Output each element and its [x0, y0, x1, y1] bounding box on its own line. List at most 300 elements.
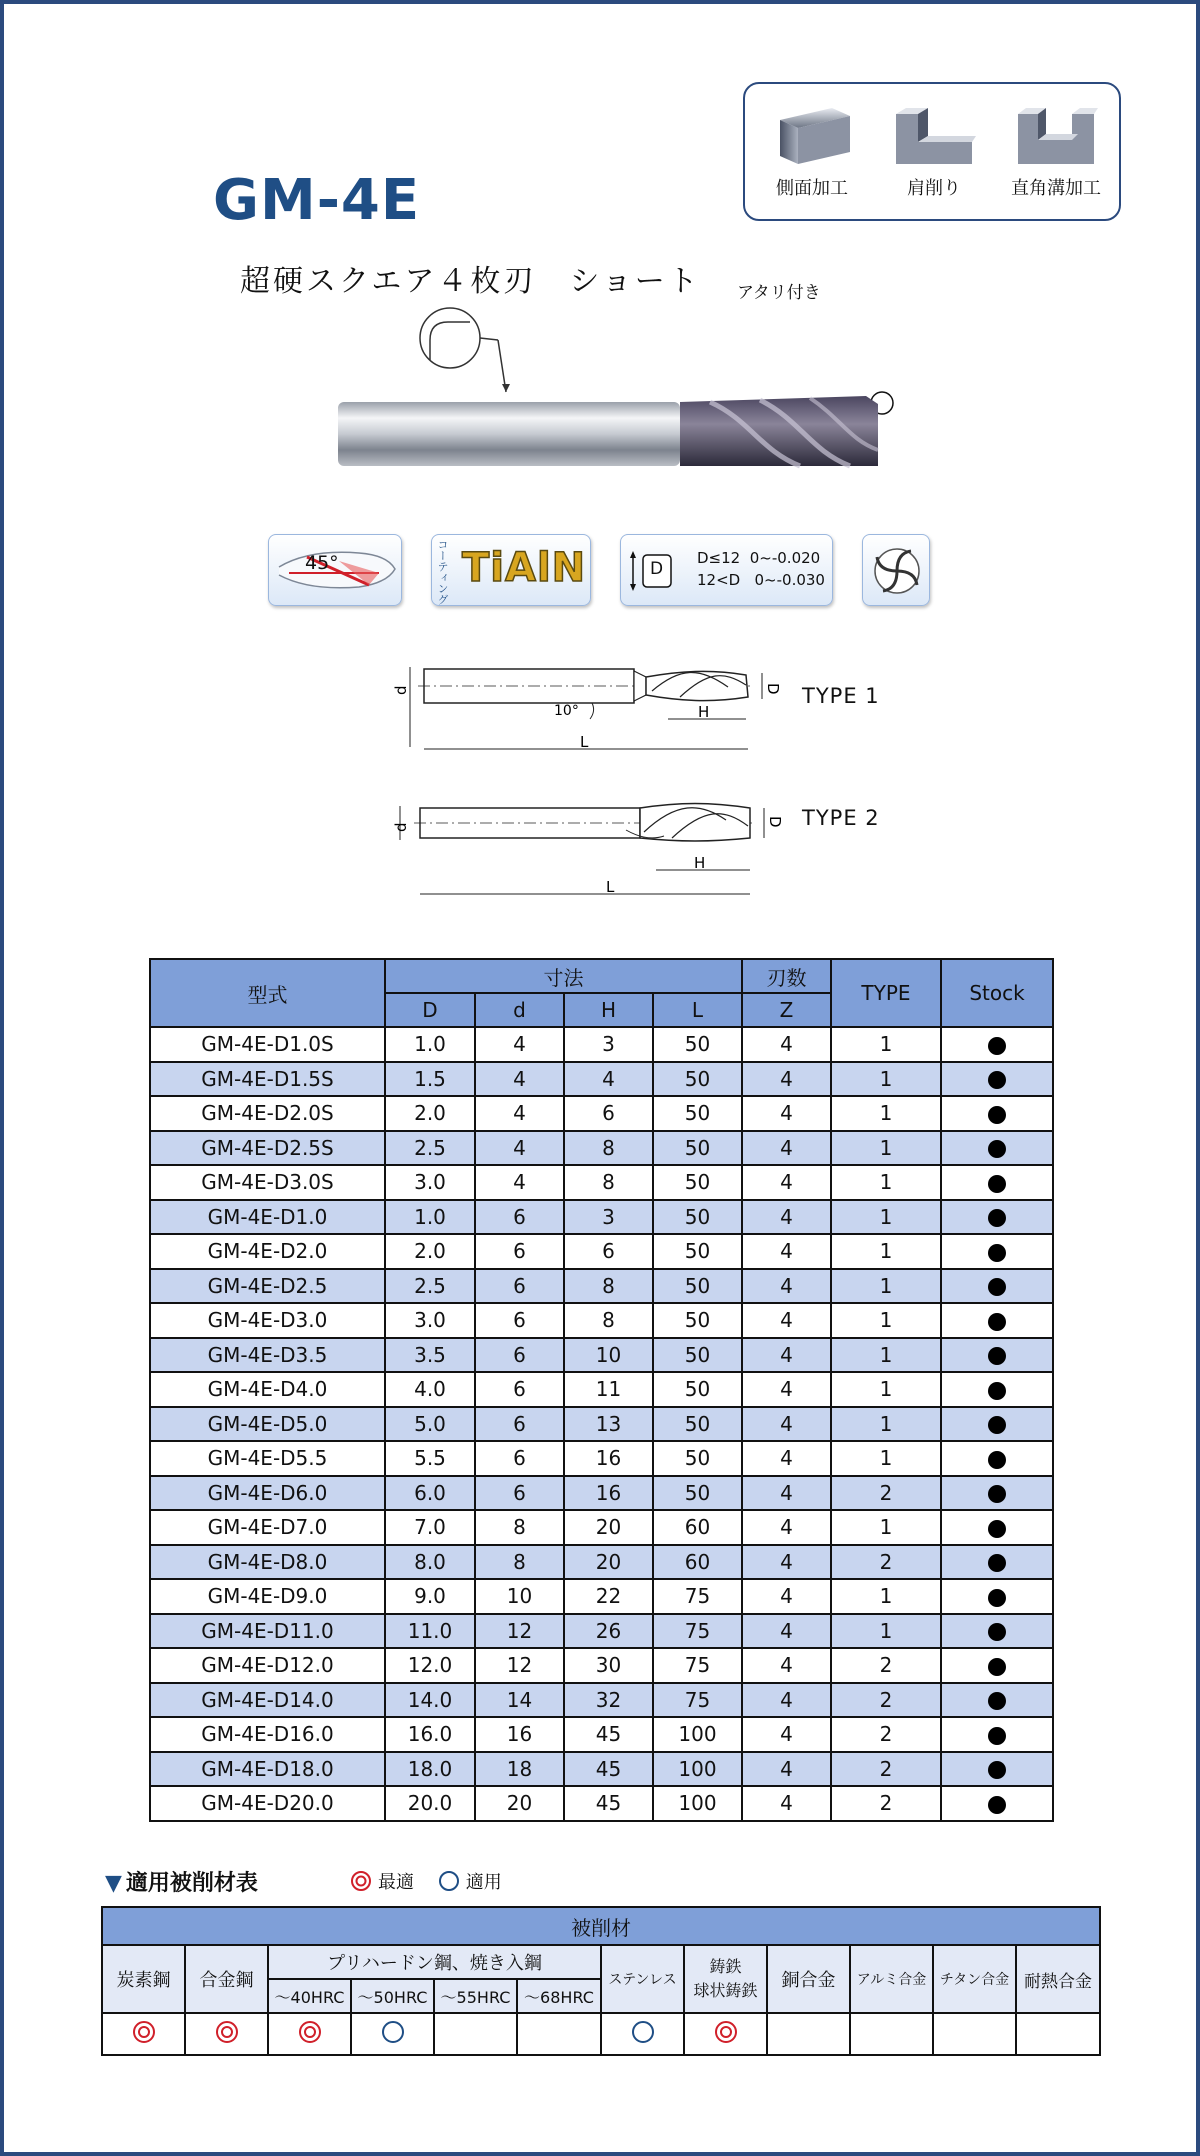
- cell-h: 16: [564, 1476, 653, 1511]
- stock-dot-icon: [988, 1589, 1006, 1607]
- cell-h: 10: [564, 1338, 653, 1373]
- cell-d: 18.0: [385, 1752, 475, 1787]
- material-rating-cell: [1016, 2013, 1100, 2055]
- shank: [338, 402, 680, 466]
- cell-d: 4: [475, 1131, 564, 1166]
- cell-z: 4: [742, 1545, 831, 1580]
- cell-stock: [941, 1303, 1053, 1338]
- cell-stock: [941, 1338, 1053, 1373]
- cell-model: GM-4E-D2.0: [150, 1234, 385, 1269]
- cell-z: 4: [742, 1476, 831, 1511]
- cell-h: 8: [564, 1165, 653, 1200]
- cell-d: 20: [475, 1786, 564, 1821]
- cell-l: 50: [653, 1165, 742, 1200]
- slotting-icon: [1014, 106, 1098, 168]
- cell-l: 50: [653, 1131, 742, 1166]
- table-row: [150, 1269, 1053, 1304]
- cell-stock: [941, 1062, 1053, 1097]
- cell-d: 8: [475, 1510, 564, 1545]
- cell-model: GM-4E-D20.0: [150, 1786, 385, 1821]
- cell-d: 7.0: [385, 1510, 475, 1545]
- materials-heading-text: 適用被削材表: [125, 1871, 258, 1896]
- stock-dot-icon: [988, 1727, 1006, 1745]
- cell-l: 50: [653, 1027, 742, 1062]
- cell-model: GM-4E-D2.5: [150, 1269, 385, 1304]
- cell-d: 2.5: [385, 1269, 475, 1304]
- type2-drawing: [390, 780, 790, 900]
- cell-z: 4: [742, 1269, 831, 1304]
- cell-l: 50: [653, 1372, 742, 1407]
- material-hrc40: ～40HRC: [268, 1979, 351, 2013]
- double-circle-icon: [132, 2020, 156, 2044]
- cell-d: 4: [475, 1027, 564, 1062]
- cell-d: 6: [475, 1338, 564, 1373]
- cell-stock: [941, 1407, 1053, 1442]
- cell-d: 2.0: [385, 1234, 475, 1269]
- cell-z: 4: [742, 1234, 831, 1269]
- cell-l: 50: [653, 1200, 742, 1235]
- table-row: [150, 1717, 1053, 1752]
- cell-d: 2.0: [385, 1096, 475, 1131]
- header-type: TYPE: [831, 959, 941, 1027]
- coating-name: TiAlN: [462, 545, 587, 591]
- rating-legend: [350, 1868, 520, 1897]
- cell-h: 16: [564, 1441, 653, 1476]
- cell-model: GM-4E-D3.0: [150, 1303, 385, 1338]
- material-hrc50: ～50HRC: [351, 1979, 434, 2013]
- cell-d: 12: [475, 1614, 564, 1649]
- cell-h: 20: [564, 1510, 653, 1545]
- cell-d: 6: [475, 1234, 564, 1269]
- cell-h: 3: [564, 1200, 653, 1235]
- cell-z: 4: [742, 1165, 831, 1200]
- materials-table-title: 被削材: [102, 1907, 1100, 1945]
- material-hrc68: ～68HRC: [517, 1979, 601, 2013]
- cell-type: 1: [831, 1027, 941, 1062]
- cell-d: 10: [475, 1579, 564, 1614]
- material-copper-alloy: 銅合金: [767, 1945, 850, 2013]
- cell-h: 3: [564, 1027, 653, 1062]
- stock-dot-icon: [988, 1106, 1006, 1124]
- cell-h: 45: [564, 1752, 653, 1787]
- table-row: [150, 1372, 1053, 1407]
- stock-dot-icon: [988, 1037, 1006, 1055]
- L-label: L: [606, 878, 615, 896]
- cell-z: 4: [742, 1338, 831, 1373]
- cell-d: 3.0: [385, 1165, 475, 1200]
- cell-d: 4: [475, 1165, 564, 1200]
- cell-l: 75: [653, 1614, 742, 1649]
- application-slotting: [1001, 106, 1111, 200]
- stock-dot-icon: [988, 1416, 1006, 1434]
- material-rating-cell: [517, 2013, 601, 2055]
- cell-h: 22: [564, 1579, 653, 1614]
- cell-h: 8: [564, 1303, 653, 1338]
- cell-type: 1: [831, 1096, 941, 1131]
- angle-label: 10°: [554, 703, 579, 719]
- cell-l: 75: [653, 1683, 742, 1718]
- cell-d: 5.5: [385, 1441, 475, 1476]
- cell-model: GM-4E-D3.5: [150, 1338, 385, 1373]
- header-H: H: [564, 993, 653, 1027]
- cell-type: 2: [831, 1683, 941, 1718]
- cell-d: 1.5: [385, 1062, 475, 1097]
- cell-stock: [941, 1131, 1053, 1166]
- cell-type: 1: [831, 1579, 941, 1614]
- table-row: [150, 1338, 1053, 1373]
- stock-dot-icon: [988, 1761, 1006, 1779]
- cell-l: 100: [653, 1786, 742, 1821]
- stock-dot-icon: [988, 1175, 1006, 1193]
- material-rating-cell: [102, 2013, 185, 2055]
- material-cast-iron: [684, 1945, 767, 2013]
- cell-h: 11: [564, 1372, 653, 1407]
- cell-type: 1: [831, 1614, 941, 1649]
- cell-l: 50: [653, 1234, 742, 1269]
- cell-model: GM-4E-D4.0: [150, 1372, 385, 1407]
- cell-stock: [941, 1510, 1053, 1545]
- d-label: d: [392, 685, 410, 695]
- table-row: [150, 1752, 1053, 1787]
- helix-angle-value: 45°: [305, 552, 339, 574]
- cell-model: GM-4E-D2.5S: [150, 1131, 385, 1166]
- cell-model: GM-4E-D1.0: [150, 1200, 385, 1235]
- cell-model: GM-4E-D1.0S: [150, 1027, 385, 1062]
- cell-h: 32: [564, 1683, 653, 1718]
- stock-dot-icon: [988, 1796, 1006, 1814]
- cell-d: 4: [475, 1062, 564, 1097]
- coating-badge: [431, 534, 591, 606]
- cell-l: 75: [653, 1579, 742, 1614]
- application-icons-panel: [743, 82, 1121, 221]
- side-milling-icon: [770, 106, 854, 168]
- header-D: D: [385, 993, 475, 1027]
- cell-stock: [941, 1027, 1053, 1062]
- cell-type: 1: [831, 1441, 941, 1476]
- corner-detail-circle: [420, 308, 480, 368]
- cell-model: GM-4E-D1.5S: [150, 1062, 385, 1097]
- cell-stock: [941, 1579, 1053, 1614]
- cell-stock: [941, 1717, 1053, 1752]
- cell-l: 50: [653, 1096, 742, 1131]
- cell-stock: [941, 1372, 1053, 1407]
- cell-d: 12.0: [385, 1648, 475, 1683]
- cell-z: 4: [742, 1441, 831, 1476]
- cell-l: 100: [653, 1717, 742, 1752]
- cell-d: 18: [475, 1752, 564, 1787]
- table-row: [150, 1200, 1053, 1235]
- application-label: 肩削り: [907, 178, 961, 199]
- cell-model: GM-4E-D16.0: [150, 1717, 385, 1752]
- table-row: [150, 1510, 1053, 1545]
- material-rating-cell: [684, 2013, 767, 2055]
- spec-table-body: [150, 1027, 1053, 1821]
- cell-model: GM-4E-D11.0: [150, 1614, 385, 1649]
- stock-dot-icon: [988, 1451, 1006, 1469]
- tolerance-line-1: D≤12 0~-0.020: [697, 549, 821, 567]
- cell-stock: [941, 1545, 1053, 1580]
- cell-d: 16.0: [385, 1717, 475, 1752]
- cell-model: GM-4E-D18.0: [150, 1752, 385, 1787]
- cell-d: 8: [475, 1545, 564, 1580]
- cell-z: 4: [742, 1372, 831, 1407]
- cell-type: 2: [831, 1545, 941, 1580]
- corner-radius-label: アタリ付き: [737, 283, 821, 303]
- cell-model: GM-4E-D6.0: [150, 1476, 385, 1511]
- material-titanium-alloy: チタン合金: [933, 1945, 1016, 2013]
- cell-h: 8: [564, 1131, 653, 1166]
- cell-type: 2: [831, 1476, 941, 1511]
- cell-l: 50: [653, 1338, 742, 1373]
- legend-ok-label: 適用: [465, 1872, 502, 1893]
- table-row: [150, 1165, 1053, 1200]
- stock-dot-icon: [988, 1244, 1006, 1262]
- cell-stock: [941, 1096, 1053, 1131]
- cell-model: GM-4E-D9.0: [150, 1579, 385, 1614]
- cell-l: 50: [653, 1269, 742, 1304]
- double-circle-icon: [350, 1870, 372, 1892]
- stock-dot-icon: [988, 1692, 1006, 1710]
- cell-h: 8: [564, 1269, 653, 1304]
- cell-model: GM-4E-D2.0S: [150, 1096, 385, 1131]
- cell-d: 6: [475, 1441, 564, 1476]
- stock-dot-icon: [988, 1313, 1006, 1331]
- L-label: L: [580, 733, 589, 751]
- D-label: D: [766, 816, 784, 828]
- cell-z: 4: [742, 1683, 831, 1718]
- material-carbon-steel: 炭素鋼: [102, 1945, 185, 2013]
- cell-type: 1: [831, 1303, 941, 1338]
- legend-best-label: 最適: [378, 1872, 414, 1893]
- type1-drawing: [390, 657, 790, 777]
- double-circle-icon: [215, 2020, 239, 2044]
- cell-z: 4: [742, 1717, 831, 1752]
- cell-d: 9.0: [385, 1579, 475, 1614]
- table-row: [150, 1648, 1053, 1683]
- materials-heading: [105, 1866, 258, 1897]
- cell-z: 4: [742, 1752, 831, 1787]
- table-row: [150, 1683, 1053, 1718]
- cell-d: 1.0: [385, 1200, 475, 1235]
- stock-dot-icon: [988, 1520, 1006, 1538]
- circle-icon: [438, 1870, 460, 1892]
- cell-stock: [941, 1200, 1053, 1235]
- cell-stock: [941, 1648, 1053, 1683]
- table-row: [150, 1062, 1053, 1097]
- cell-stock: [941, 1441, 1053, 1476]
- cell-h: 26: [564, 1614, 653, 1649]
- table-row: [150, 1027, 1053, 1062]
- cell-type: 2: [831, 1752, 941, 1787]
- cell-l: 100: [653, 1752, 742, 1787]
- cell-h: 45: [564, 1717, 653, 1752]
- cell-d: 11.0: [385, 1614, 475, 1649]
- header-Z: Z: [742, 993, 831, 1027]
- cell-d: 8.0: [385, 1545, 475, 1580]
- tolerance-badge: [620, 534, 833, 606]
- header-flutes: 刃数: [742, 959, 831, 993]
- cell-type: 1: [831, 1062, 941, 1097]
- cell-d: 6.0: [385, 1476, 475, 1511]
- type1-label: TYPE 1: [802, 684, 880, 708]
- material-rating-cell: [601, 2013, 684, 2055]
- application-label: 側面加工: [776, 178, 848, 199]
- stock-dot-icon: [988, 1658, 1006, 1676]
- cell-d: 20.0: [385, 1786, 475, 1821]
- D-label: D: [764, 683, 782, 695]
- cell-z: 4: [742, 1579, 831, 1614]
- cell-z: 4: [742, 1200, 831, 1235]
- flute-count-badge: [862, 534, 930, 606]
- cell-model: GM-4E-D14.0: [150, 1683, 385, 1718]
- table-row: [150, 1131, 1053, 1166]
- cell-z: 4: [742, 1786, 831, 1821]
- table-row: [150, 1545, 1053, 1580]
- material-rating-cell: [185, 2013, 268, 2055]
- stock-dot-icon: [988, 1485, 1006, 1503]
- legend-ok: [438, 1868, 502, 1894]
- cell-d: 14: [475, 1683, 564, 1718]
- table-row: [150, 1303, 1053, 1338]
- cell-l: 60: [653, 1510, 742, 1545]
- cell-type: 1: [831, 1269, 941, 1304]
- cell-h: 30: [564, 1648, 653, 1683]
- application-side-milling: [757, 106, 867, 200]
- cell-h: 6: [564, 1234, 653, 1269]
- header-dimensions: 寸法: [385, 959, 742, 993]
- cell-stock: [941, 1752, 1053, 1787]
- cell-model: GM-4E-D3.0S: [150, 1165, 385, 1200]
- cell-z: 4: [742, 1096, 831, 1131]
- tolerance-symbol: D: [650, 559, 664, 579]
- application-label: 直角溝加工: [1011, 178, 1101, 199]
- cell-stock: [941, 1476, 1053, 1511]
- cell-h: 20: [564, 1545, 653, 1580]
- stock-dot-icon: [988, 1347, 1006, 1365]
- material-cast-iron-label: 鋳鉄: [709, 1957, 742, 1976]
- stock-dot-icon: [988, 1209, 1006, 1227]
- header-stock: Stock: [941, 959, 1053, 1027]
- cell-h: 13: [564, 1407, 653, 1442]
- cell-stock: [941, 1234, 1053, 1269]
- cell-z: 4: [742, 1131, 831, 1166]
- cell-l: 50: [653, 1441, 742, 1476]
- stock-dot-icon: [988, 1140, 1006, 1158]
- header-d: d: [475, 993, 564, 1027]
- header-L: L: [653, 993, 742, 1027]
- materials-table: [101, 1906, 1101, 2056]
- cell-d: 5.0: [385, 1407, 475, 1442]
- cell-d: 6: [475, 1407, 564, 1442]
- cell-stock: [941, 1786, 1053, 1821]
- material-rating-cell: [850, 2013, 933, 2055]
- cell-d: 6: [475, 1303, 564, 1338]
- table-row: [150, 1096, 1053, 1131]
- cell-type: 1: [831, 1407, 941, 1442]
- cell-type: 2: [831, 1786, 941, 1821]
- material-ductile-iron-label: 球状鋳鉄: [693, 1981, 758, 2000]
- cell-type: 1: [831, 1131, 941, 1166]
- cell-l: 50: [653, 1303, 742, 1338]
- application-shoulder-milling: [879, 106, 989, 200]
- cell-z: 4: [742, 1027, 831, 1062]
- material-hrc55: ～55HRC: [434, 1979, 517, 2013]
- helix-angle-badge: [268, 534, 402, 606]
- double-circle-icon: [298, 2020, 322, 2044]
- cell-type: 2: [831, 1717, 941, 1752]
- cell-type: 1: [831, 1372, 941, 1407]
- cell-d: 14.0: [385, 1683, 475, 1718]
- material-alloy-steel: 合金鋼: [185, 1945, 268, 2013]
- table-row: [150, 1476, 1053, 1511]
- table-row: [150, 1234, 1053, 1269]
- cell-d: 6: [475, 1476, 564, 1511]
- cell-l: 75: [653, 1648, 742, 1683]
- material-stainless: ステンレス: [601, 1945, 684, 2013]
- cell-type: 2: [831, 1648, 941, 1683]
- cell-d: 3.0: [385, 1303, 475, 1338]
- cell-d: 16: [475, 1717, 564, 1752]
- table-row: [150, 1579, 1053, 1614]
- cell-z: 4: [742, 1407, 831, 1442]
- cell-model: GM-4E-D7.0: [150, 1510, 385, 1545]
- material-aluminum-alloy: アルミ合金: [850, 1945, 933, 2013]
- triangle-marker-icon: ▼: [105, 1871, 122, 1896]
- spec-table: [149, 958, 1054, 1822]
- H-label: H: [698, 703, 710, 721]
- circle-icon: [381, 2020, 405, 2044]
- circle-icon: [631, 2020, 655, 2044]
- cell-h: 45: [564, 1786, 653, 1821]
- cell-type: 1: [831, 1338, 941, 1373]
- cell-d: 6: [475, 1269, 564, 1304]
- material-heat-resistant-alloy: 耐熱合金: [1016, 1945, 1100, 2013]
- material-rating-cell: [434, 2013, 517, 2055]
- double-circle-icon: [714, 2020, 738, 2044]
- legend-best: [350, 1868, 414, 1894]
- stock-dot-icon: [988, 1554, 1006, 1572]
- material-rating-cell: [767, 2013, 850, 2055]
- material-rating-cell: [933, 2013, 1016, 2055]
- cell-d: 6: [475, 1372, 564, 1407]
- cell-z: 4: [742, 1303, 831, 1338]
- end-mill-illustration: [330, 300, 920, 480]
- cell-z: 4: [742, 1062, 831, 1097]
- stock-dot-icon: [988, 1382, 1006, 1400]
- cell-h: 4: [564, 1062, 653, 1097]
- materials-rating-row: [102, 2013, 1100, 2055]
- material-prehardened-header: プリハードン鋼、焼き入鋼: [268, 1945, 601, 1979]
- header-model: 型式: [150, 959, 385, 1027]
- cell-stock: [941, 1683, 1053, 1718]
- stock-dot-icon: [988, 1623, 1006, 1641]
- d-label: d: [392, 822, 410, 832]
- cell-model: GM-4E-D12.0: [150, 1648, 385, 1683]
- cell-type: 1: [831, 1234, 941, 1269]
- cell-z: 4: [742, 1648, 831, 1683]
- shoulder-milling-icon: [892, 106, 976, 168]
- cell-d: 2.5: [385, 1131, 475, 1166]
- type2-label: TYPE 2: [802, 806, 880, 830]
- stock-dot-icon: [988, 1071, 1006, 1089]
- cell-stock: [941, 1269, 1053, 1304]
- cell-type: 1: [831, 1200, 941, 1235]
- cell-d: 4.0: [385, 1372, 475, 1407]
- cell-type: 1: [831, 1165, 941, 1200]
- cell-z: 4: [742, 1510, 831, 1545]
- cell-stock: [941, 1165, 1053, 1200]
- table-row: [150, 1407, 1053, 1442]
